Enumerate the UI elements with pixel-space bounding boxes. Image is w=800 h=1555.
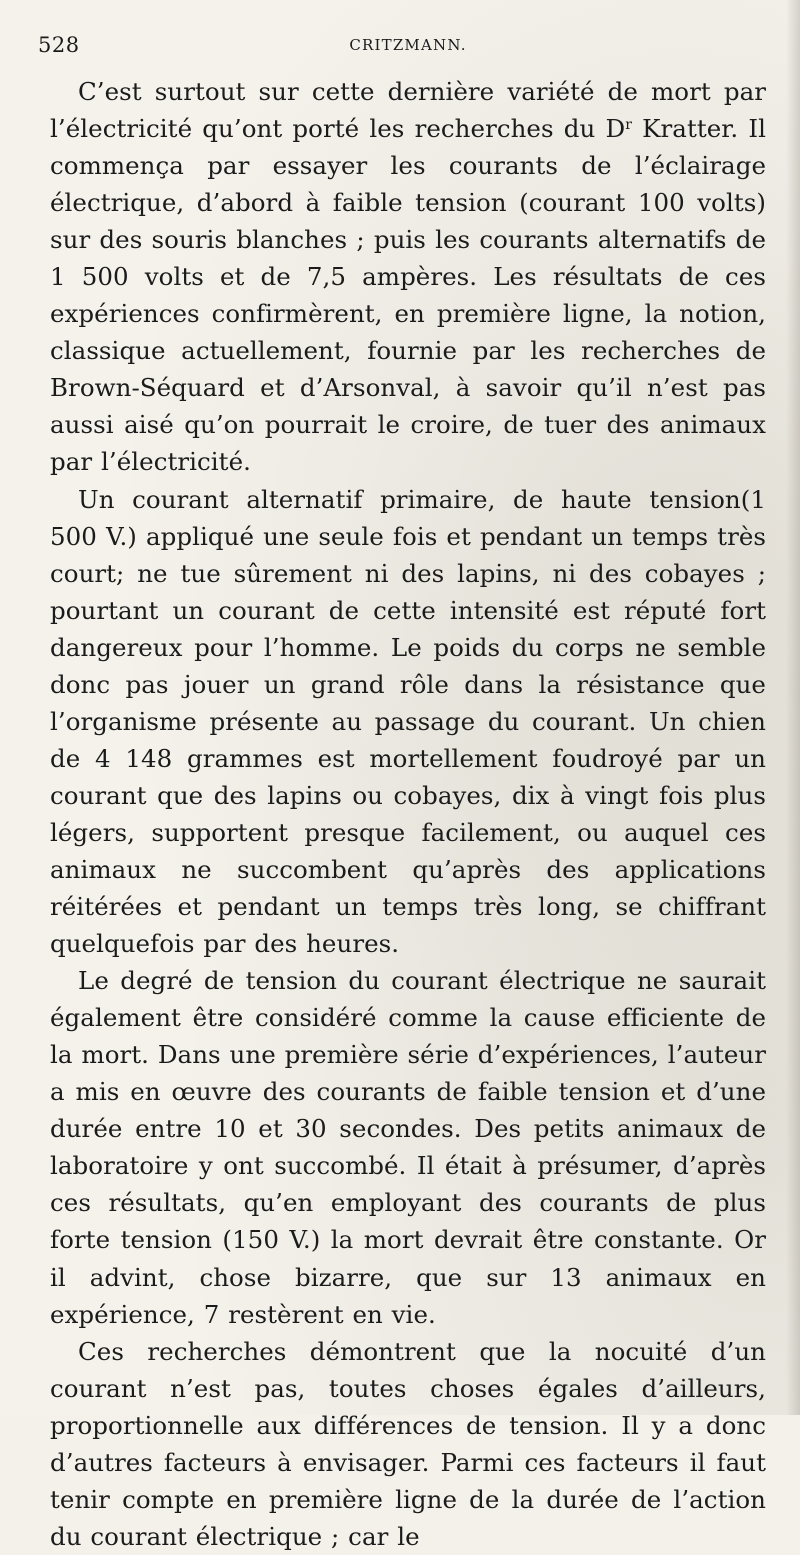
paragraph-4: Ces recherches démontrent que la nocuité d’un courant n’est pas, toutes choses égales d’ailleurs, proportionnelle aux différences de tension. Il y a donc d’autres facteurs à envisager. Parmi ces facteurs il faut tenir compte en première ligne de la durée de l’action du courant électrique ; car le <box>50 1336 766 1551</box>
page-edge-shadow <box>786 0 800 1415</box>
page-number: 528 <box>38 33 80 57</box>
paragraph-1 <box>50 73 766 481</box>
paragraph-1-text-cont: Kratter. Il commença par essayer les courants de l’éclairage électrique, d’abord à faible tension (courant 100 volts) sur des souris blanches ; puis les courants alternatifs de 1 500 volts et de 7,5 ampères. Les résultats de ces expériences confirmèrent, en première ligne, la notion, classique actuellement, fournie par les recherches de Brown-Séquard et d’Arsonval, à savoir qu’il n’est pas aussi aisé qu’on pourrait le croire, de tuer des animaux par l’électricité. <box>50 114 766 477</box>
paragraph-3: Le degré de tension du courant électrique ne saurait également être considéré comme la cause efficiente de la mort. Dans une première série d’expériences, l’auteur a mis en œuvre des courants de faible tension et d’une durée entre 10 et 30 secondes. Des petits animaux de laboratoire y ont succombé. Il était à présumer, d’après ces résultats, qu’en employant des courants de plus forte tension (150 V.) la mort devrait être constante. Or il advint, chose bizarre, que sur 13 animaux en expérience, 7 restèrent en vie. <box>50 966 766 1329</box>
doctor-abbrev-superscript: r <box>625 117 632 134</box>
body-text <box>50 73 766 1555</box>
paragraph-2: Un courant alternatif primaire, de haute tension(1 500 V.) appliqué une seule fois et pendant un temps très court; ne tue sûrement ni des lapins, ni des cobayes ; pourtant un courant de cette intensité est réputé fort dangereux pour l’homme. Le poids du corps ne semble donc pas jouer un grand rôle dans la résistance que l’organisme présente au passage du courant. Un chien de 4 148 grammes est mortellement foudroyé par un courant que des lapins ou cobayes, dix à vingt fois plus légers, supportent presque facilement, ou auquel ces animaux ne succombent qu’après des applications réitérées et pendant un temps très long, se chiffrant quelquefois par des heures. <box>50 484 766 959</box>
paragraph-1-text: C’est surtout sur cette dernière variété de mort par l’électricité qu’ont porté les recherches du D <box>50 77 766 144</box>
running-head: CRITZMANN. <box>349 36 467 54</box>
page-header <box>38 33 778 61</box>
